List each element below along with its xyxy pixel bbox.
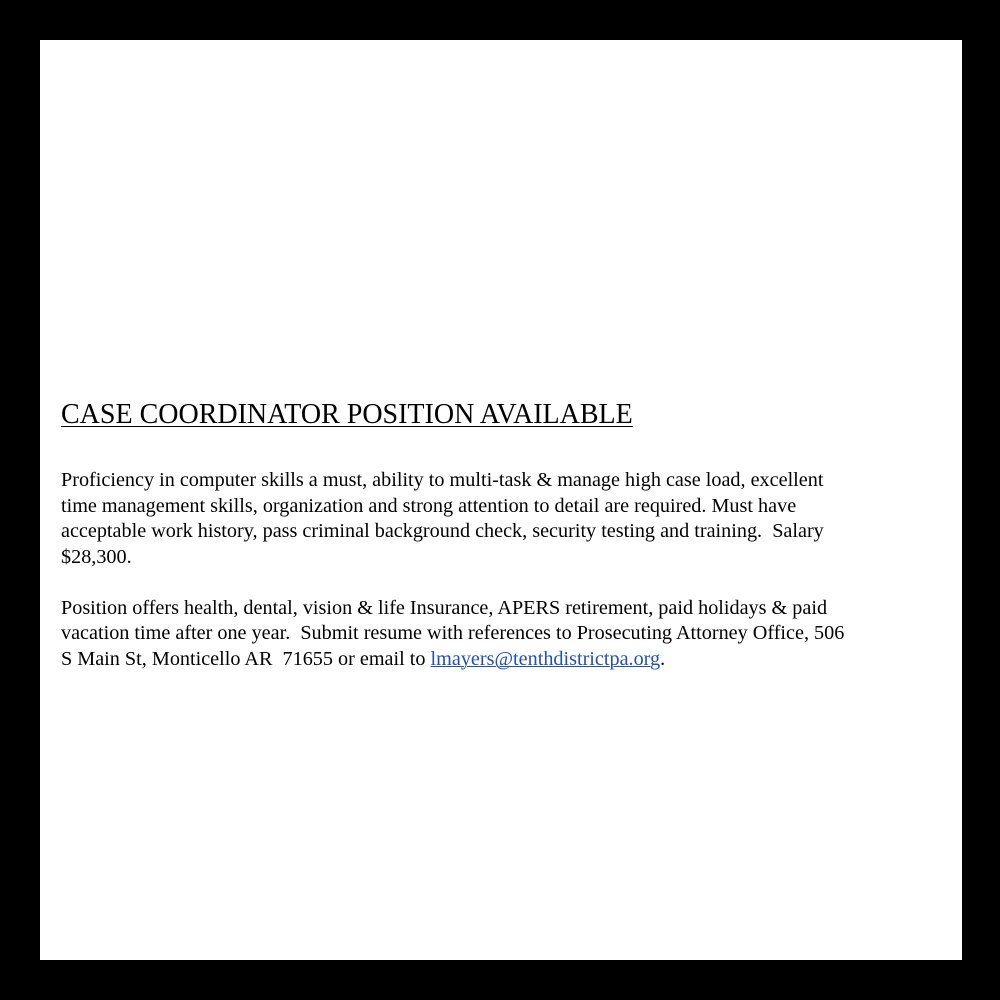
document-body	[61, 398, 941, 698]
paragraph-benefits-text: Position offers health, dental, vision & life Insurance, APERS retirement, paid holidays & paid vacation time after one year. Submit resume with references to Prosecuting Attorney Office, 506 S Main St, Monticello AR 71655 or email to	[61, 596, 845, 670]
document-page	[40, 40, 962, 960]
email-link[interactable]: lmayers@tenthdistrictpa.org	[430, 647, 661, 670]
paragraph-benefits	[61, 596, 941, 673]
document-heading: CASE COORDINATOR POSITION AVAILABLE	[61, 399, 633, 430]
paragraph-benefits-end: .	[660, 647, 666, 670]
paragraph-requirements: Proficiency in computer skills a must, ability to multi-task & manage high case load, excellent time management skills, organization and strong attention to detail are required. Must have acceptable work history, pass criminal background check, security testing and training. Salary $28,300.	[61, 469, 824, 568]
